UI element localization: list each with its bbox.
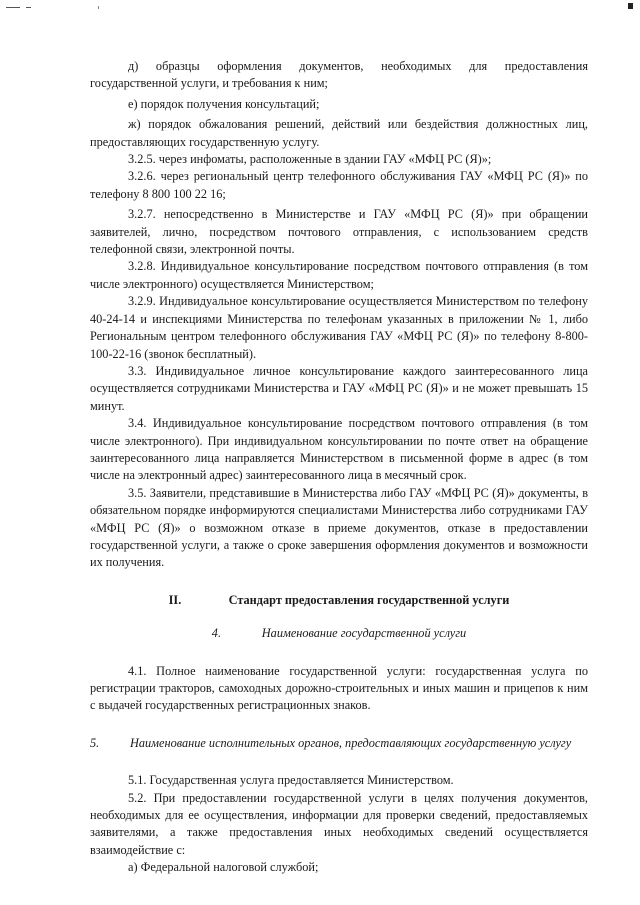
- section-title: Стандарт предоставления государственной услуги: [228, 592, 510, 607]
- subsection-title: Наименование государственной услуги: [261, 626, 467, 641]
- subsection-heading: [90, 625, 588, 642]
- paragraph: 5.2. При предоставлении государственной услуги в целях получения документов, необходимых для ее осуществления, информации для проверки сведений, предоставляемых заявителями, а также предоставления иных необходимых сведений осуществляется взаимодействие с:: [90, 790, 588, 857]
- scan-mark: [26, 7, 31, 8]
- subsection-heading: [90, 735, 588, 752]
- paragraph: 3.2.9. Индивидуальное консультирование осуществляется Министерством по телефону 40-24-14 и инспекциями Министерства по телефонам указанных в приложении № 1, либо Региональным центром телефонного обслуживания ГАУ «МФЦ РС (Я)» по телефону 8-800-100-22-16 (звонок бесплатный).: [90, 294, 588, 361]
- section-number: II.: [168, 592, 182, 607]
- paragraph: 3.2.5. через инфоматы, расположенные в здании ГАУ «МФЦ РС (Я)»;: [128, 152, 492, 167]
- document-body: [90, 58, 588, 877]
- paragraph: 3.2.7. непосредственно в Министерстве и ГАУ «МФЦ РС (Я)» при обращении заявителей, лично, посредством почтового отправления, с использованием средств телефонной связи, электронной почты.: [90, 207, 588, 257]
- paragraph: 4.1. Полное наименование государственной услуги: государственная услуга по регистрации тракторов, самоходных дорожно-строительных и иных машин и прицепов к ним с выдачей государственных регистрационных знаков.: [90, 663, 588, 713]
- paragraph: д) образцы оформления документов, необходимых для предоставления государственной услуги, и требования к ним;: [90, 59, 588, 91]
- paragraph: а) Федеральной налоговой службой;: [128, 860, 319, 875]
- section-heading: [90, 592, 588, 609]
- paragraph: е) порядок получения консультаций;: [128, 96, 320, 111]
- paragraph: 3.5. Заявители, представившие в Министерства либо ГАУ «МФЦ РС (Я)» документы, в обязательном порядке информируются специалистами Министерства либо сотрудниками ГАУ «МФЦ РС (Я)» о возможном отказе в приеме документов, отказе в предоставлении государственной услуги, а также о сроке завершения оформления документов и возможности их получения.: [90, 485, 588, 570]
- subsection-number: 4.: [211, 626, 222, 641]
- subsection-title: Наименование исполнительных органов, предоставляющих государственную услугу: [130, 735, 572, 750]
- scan-mark: [6, 7, 20, 8]
- scan-mark: [98, 6, 99, 9]
- paragraph: 3.2.8. Индивидуальное консультирование посредством почтового отправления (в том числе электронного) осуществляется Министерством;: [90, 259, 588, 291]
- scan-mark: [628, 3, 633, 9]
- paragraph: 3.4. Индивидуальное консультирование посредством почтового отправления (в том числе электронного). При индивидуальном консультировании по почте ответ на обращение заинтересованного лица направляется Министерством в письменной форме в адрес (в том числе на электронный адрес) заинтересованного лица в месячный срок.: [90, 416, 588, 483]
- paragraph: ж) порядок обжалования решений, действий или бездействия должностных лиц, предоставляющих государственную услугу.: [90, 117, 588, 149]
- paragraph: 3.2.6. через региональный центр телефонного обслуживания ГАУ «МФЦ РС (Я)» по телефону 8 800 100 22 16;: [90, 169, 588, 201]
- paragraph: 3.3. Индивидуальное личное консультирование каждого заинтересованного лица осуществляется сотрудниками Министерства и ГАУ «МФЦ РС (Я)» и не может превышать 15 минут.: [90, 363, 588, 413]
- subsection-number: 5.: [90, 735, 100, 750]
- paragraph: 5.1. Государственная услуга предоставляется Министерством.: [128, 773, 454, 788]
